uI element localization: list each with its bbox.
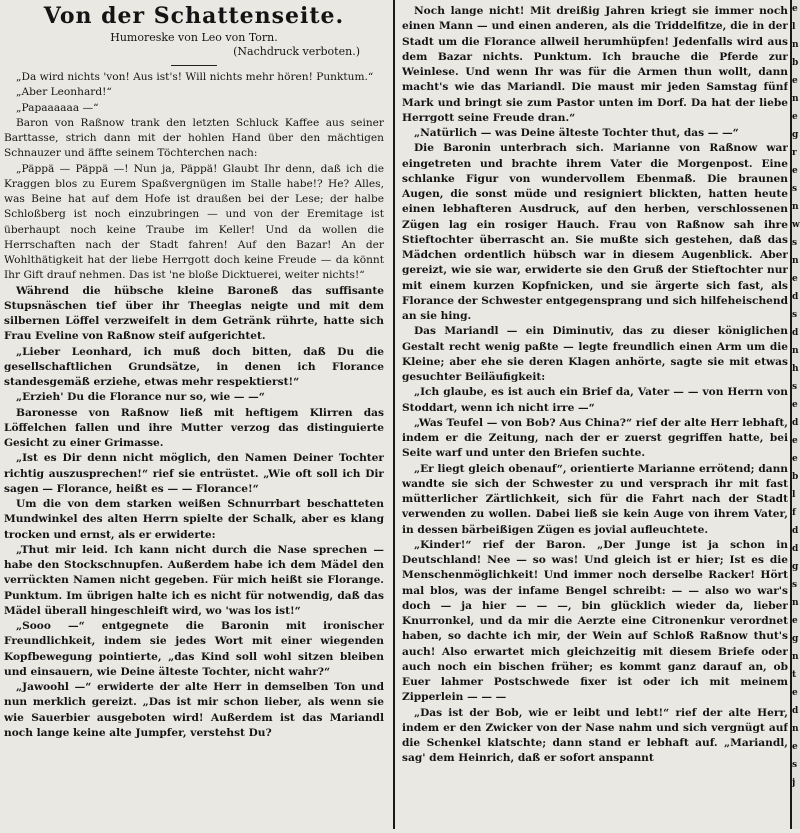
left-column <box>4 0 384 829</box>
paragraph: „Er liegt gleich obenauf“, orientierte Marianne errötend; dann wandte sie sich der Schwester zu und versprach ihr mit fast mütterlicher Zärtlichkeit, sich für die Fahrt nach der Stadt verwenden zu wollen. Dabei ließ sie kein Auge von ihrem Vater, in dessen bärbeißigen Zügen es jovial aufleuchtete. <box>402 462 788 536</box>
paragraph: „Kinder!“ rief der Baron. „Der Junge ist ja schon in Deutschland! Nee — so was! Und gleich ist er hier; Ist es die Menschenmöglichkeit! Und immer noch derselbe Racker! Hört mal blos, was der infame Bengel schreibt: — — also wo war's doch — ja hier — — —, bin glücklich wieder da, lieber Knurronkel, und da mir die Aerzte eine Citronenkur verordnet haben, so dachte ich mir, der Wein auf Schloß Raßnow thut's auch! Also erwartet mich gleichzeitig mit diesem Briefe oder auch noch ein bischen früher; es kommt ganz darauf an, ob Euer lahmer Postschwede fixer ist oder ich mit meinem Zipperlein — — — <box>402 538 788 704</box>
edge-glyph: w <box>792 220 800 230</box>
edge-glyph: n <box>792 202 799 212</box>
edge-glyph: n <box>792 40 799 50</box>
edge-glyph: h <box>792 364 799 374</box>
paragraph: „Papaaaaaa —“ <box>16 101 99 114</box>
edge-glyph: d <box>792 706 799 716</box>
paragraph: Noch lange nicht! Mit dreißig Jahren kriegt sie immer noch einen Mann — und einen anderen, als die Triddelfitze, die in der Stadt um die Florance allweil herumhüpfen! Jedenfalls wird aus dem Bazar nichts. Punktum. Ich brauche die Pferde zur Weinlese. Und wenn Ihr was für die Armen thun wollt, dann macht's wie das Mariandl. Die maust mir jeden Samstag fünf Mark und bringt sie zum Pastor unten im Dorf. Da hat der liebe Herrgott seine Freude dran.“ <box>402 5 788 124</box>
edge-glyph: e <box>792 454 798 464</box>
edge-glyph: n <box>792 94 799 104</box>
edge-glyph: e <box>792 742 798 752</box>
right-paragraphs <box>402 4 788 767</box>
edge-glyph: e <box>792 616 798 626</box>
edge-glyph: g <box>792 562 799 572</box>
paragraph: „Sooo —“ entgegnete die Baronin mit ironischer Freundlichkeit, indem sie jedes Wort mit einer wiegenden Kopfbewegung pointierte, „das Kind soll wohl sitzen bleiben und einsauern, wie Deine älteste Tochter, nicht wahr?“ <box>4 620 384 678</box>
paragraph: „Da wird nichts 'von! Aus ist's! Will nichts mehr hören! Punktum.“ <box>16 71 374 83</box>
paragraph: Das Mariandl — ein Diminutiv, das zu dieser königlichen Gestalt recht wenig paßte — legte freundlich einen Arm um die Kleine; aber ehe sie deren Klagen anhörte, sagte sie mit etwas gesuchter Beiläufigkeit: <box>402 325 788 383</box>
paragraph: Baron von Raßnow trank den letzten Schluck Kaffee aus seiner Barttasse, strich dann mit der hohlen Hand über den mächtigen Schnauzer und äffte seinem Töchterchen nach: <box>4 116 384 160</box>
paragraph: „Jawoohl —“ erwiderte der alte Herr in demselben Ton und nun merklich gereizt. „Das ist mir schon lieber, als wenn sie wie Sauerbier ausgeboten wird! Außerdem ist das Mariandl noch lange keine alte Jumpfer, verstehst Du? <box>4 681 384 739</box>
edge-glyph: d <box>792 328 799 338</box>
paragraph: „Ich glaube, es ist auch ein Brief da, Vater — — von Herrn von Stoddart, wenn ich nicht irre —“ <box>402 386 788 414</box>
edge-glyph: d <box>792 544 799 554</box>
edge-glyph: n <box>792 652 799 662</box>
edge-glyph: g <box>792 634 799 644</box>
edge-glyph: g <box>792 130 799 140</box>
left-paragraphs <box>4 70 384 741</box>
paragraph: „Was Teufel — von Bob? Aus China?“ rief der alte Herr lebhaft, indem er die Zeitung, nach der er zuerst gegriffen hatte, bei Seite warf und unter den Briefen suchte. <box>402 416 788 460</box>
edge-glyph: t <box>792 670 797 680</box>
edge-glyph: d <box>792 418 799 428</box>
story-subtitle: Humoreske von Leo von Torn. <box>110 31 278 44</box>
edge-glyph: s <box>792 382 798 392</box>
edge-glyph: n <box>792 724 799 734</box>
edge-glyph: e <box>792 400 798 410</box>
edge-glyph: e <box>792 688 798 698</box>
story-title: Von der Schattenseite. <box>43 3 345 29</box>
edge-glyph: s <box>792 580 798 590</box>
edge-glyph: e <box>792 166 798 176</box>
paragraph: Baronesse von Raßnow ließ mit heftigem Klirren das Löffelchen fallen und ihre Mutter verzog das distinguierte Gesicht zu einer Grimasse. <box>4 406 384 449</box>
edge-glyph: e <box>792 112 798 122</box>
edge-glyph: n <box>792 346 799 356</box>
edge-glyph: f <box>792 508 796 518</box>
edge-glyph: e <box>792 274 798 284</box>
paragraph: „Lieber Leonhard, ich muß doch bitten, daß Du die gesellschaftlichen Grundsätze, in denen ich Florance standesgemäß erziehe, etwas mehr respektierst!“ <box>4 345 384 388</box>
paragraph: „Ist es Dir denn nicht möglich, den Namen Deiner Tochter richtig auszusprechen!“ rief sie entrüstet. „Wie oft soll ich Dir sagen — Florance, heißt es — — Florance!“ <box>4 452 384 495</box>
paragraph: „Natürlich — was Deine älteste Tochter thut, das — —“ <box>414 127 739 139</box>
paragraph: Die Baronin unterbrach sich. Marianne von Raßnow war eingetreten und brachte ihrem Vater die Morgenpost. Eine schlanke Figur von wundervollem Ebenmaß. Die braunen Augen, die sonst müde und resigniert blickten, hatten heute einen lebhafteren Ausdruck, auf den herben, verschlossenen Zügen lag ein rosiger Hauch. Frau von Raßnow sah ihre Stieftochter überrascht an. Sie mußte sich gestehen, daß das Mädchen ordentlich hübsch war in diesem Augenblick. Aber gereizt, wie sie war, erwiderte sie den Gruß der Stieftochter nur mit einem kurzen Kopfnicken, und sie ärgerte sich fast, als Florance der Schwester entgegensprang und sich hilfeheischend an sie hing. <box>402 142 788 322</box>
paragraph: Um die von dem starken weißen Schnurrbart beschatteten Mundwinkel des alten Herrn spielte der Schalk, aber es klang trocken und ernst, als er erwiderte: <box>4 498 384 541</box>
edge-glyph: s <box>792 184 798 194</box>
edge-glyph: j <box>792 778 796 788</box>
paragraph: „Das ist der Bob, wie er leibt und lebt!“ rief der alte Herr, indem er den Zwicker von der Nase nahm und sich vergnügt auf die Schenkel klatschte; dann stand er lebhaft auf. „Mariandl, sag' dem Heinrich, daß er sofort anspannt <box>402 706 788 765</box>
edge-glyph: s <box>792 760 798 770</box>
paragraph: „Päppä — Päppä —! Nun ja, Päppä! Glaubt Ihr denn, daß ich die Kraggen blos zu Eurem Spaßvergnügen im Stalle habe!? He? Alles, was Beine hat auf dem Hofe ist draußen bei der Lese; der halbe Schloßberg ist noch einzubringen — und von der Eremitage ist überhaupt noch keine Traube im Keller! Und da wollen die Herrschaften nach der Stadt fahren! Auf den Bazar! An der Wohlthätigkeit hat der liebe Herrgott doch keine Freude — da könnt Ihr Gift drauf nehmen. Das ist 'ne bloße Dicktuerei, weiter nichts!“ <box>4 162 384 282</box>
reprint-note: (Nachdruck verboten.) <box>233 45 360 58</box>
edge-glyph: n <box>792 256 799 266</box>
edge-glyph: b <box>792 472 799 482</box>
edge-glyph: s <box>792 310 798 320</box>
edge-glyph: r <box>792 148 797 158</box>
right-column <box>402 4 788 833</box>
edge-glyph: d <box>792 292 799 302</box>
edge-glyph: s <box>792 238 798 248</box>
edge-glyph: b <box>792 58 799 68</box>
paragraph: „Aber Leonhard!“ <box>16 86 112 99</box>
edge-glyph: e <box>792 4 798 14</box>
paragraph: „Erzieh' Du die Florance nur so, wie — —“ <box>16 391 265 404</box>
next-column-edge <box>792 0 800 829</box>
paragraph: Während die hübsche kleine Baroneß das suffisante Stupsnäschen tief über ihr Theeglas neigte und mit dem silbernen Löffel verzweifelt in dem Getränk rührte, hatte sich Frau Eveline von Raßnow steif aufgerichtet. <box>4 284 384 343</box>
edge-glyph: l <box>792 22 796 32</box>
edge-glyph: d <box>792 526 799 536</box>
edge-glyph: e <box>792 76 798 86</box>
column-divider <box>393 0 395 829</box>
paragraph: „Thut mir leid. Ich kann nicht durch die Nase sprechen — habe den Stockschnupfen. Außerdem habe ich dem Mädel den verrückten Namen nicht gegeben. Für mich heißt sie Florange. Punktum. Im übrigen halte ich es nicht für notwendig, daß das Mädel überall hingeschleift wird, wo 'was los ist!“ <box>4 543 384 617</box>
edge-glyph: l <box>792 490 796 500</box>
edge-glyph: e <box>792 436 798 446</box>
title-divider <box>171 65 217 66</box>
edge-glyph: n <box>792 598 799 608</box>
